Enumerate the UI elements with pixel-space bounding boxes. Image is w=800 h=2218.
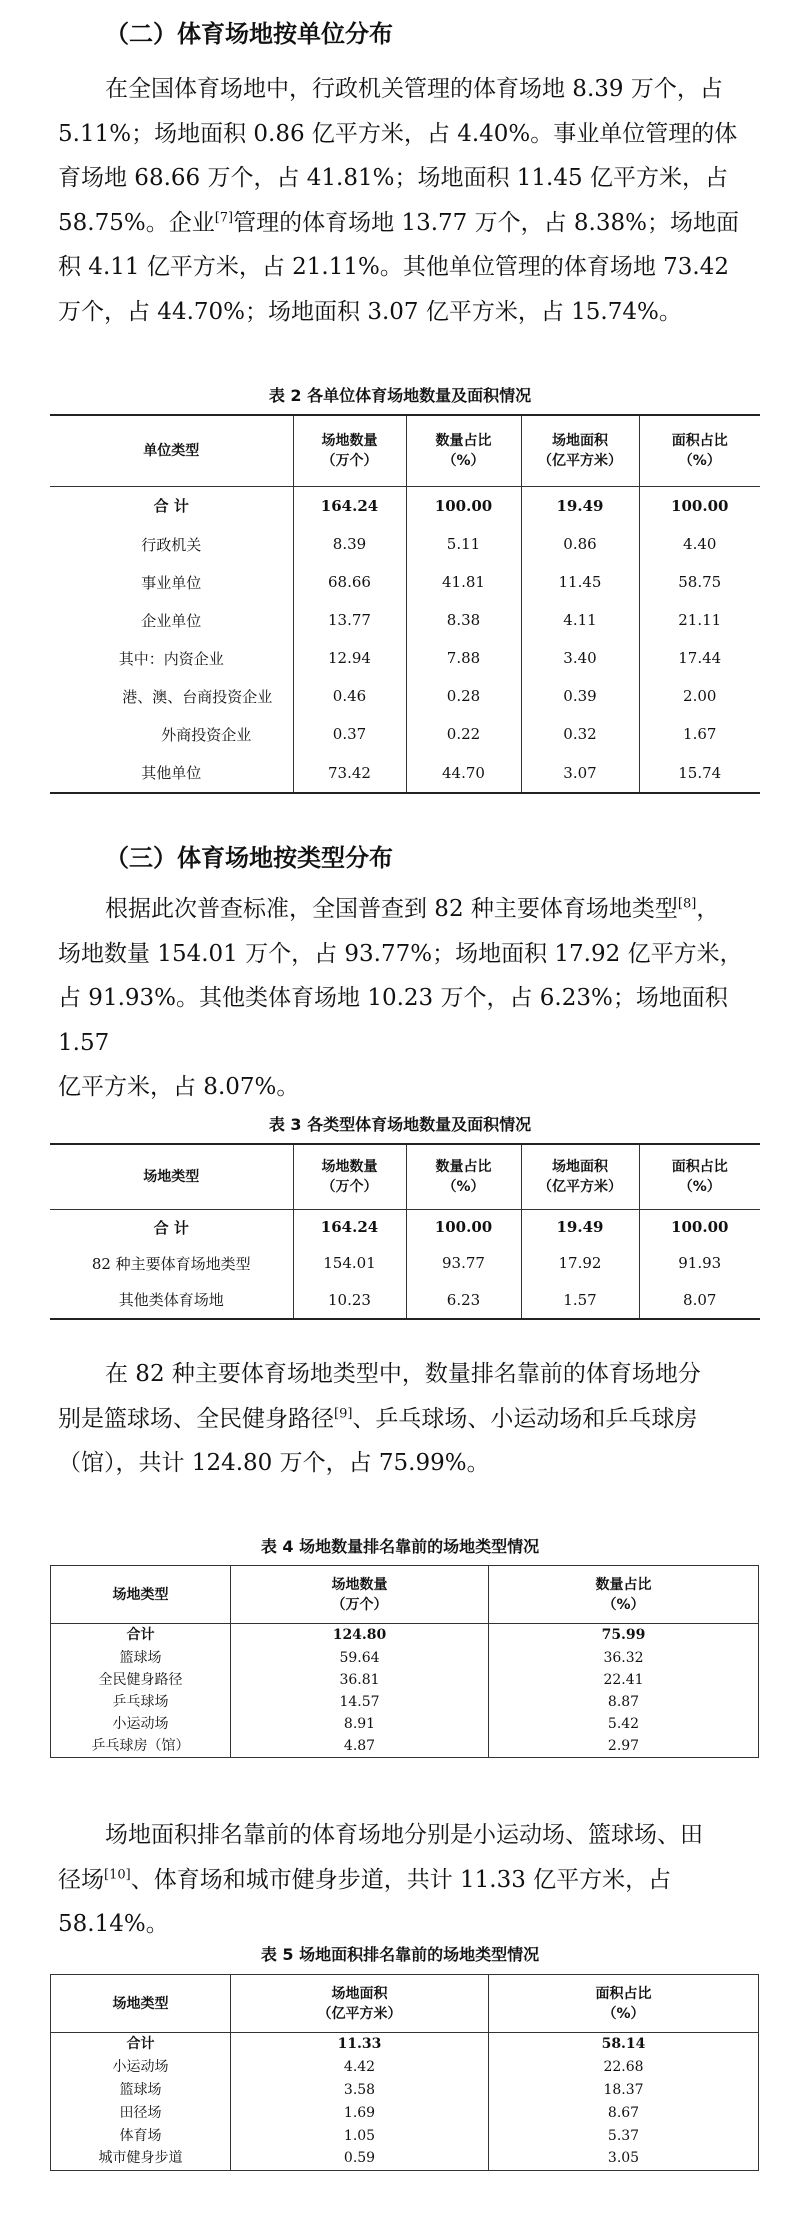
section-title-unit-distribution: （二）体育场地按单位分布 [105, 20, 393, 48]
table-header-row [50, 1144, 760, 1209]
col-header: 面积占比 （%） [639, 415, 760, 486]
table-header-row [51, 1975, 759, 2033]
section-title-type-distribution: （三）体育场地按类型分布 [105, 844, 393, 872]
table-row: 其他类体育场地 10.23 6.23 1.57 8.07 [50, 1281, 760, 1319]
table-row: 田径场 1.69 8.67 [51, 2102, 759, 2125]
table-row: 小运动场 4.42 22.68 [51, 2056, 759, 2079]
col-header: 面积占比 （%） [639, 1144, 760, 1209]
col-header: 场地类型 [112, 1995, 169, 2012]
table-row: 行政机关 8.39 5.11 0.86 4.40 [50, 525, 760, 563]
table-row: 合 计 164.24 100.00 19.49 100.00 [50, 1209, 760, 1245]
col-header: 单位类型 [143, 442, 200, 459]
table-row: 其他单位 73.42 44.70 3.07 15.74 [50, 753, 760, 793]
table-row: 全民健身路径 36.81 22.41 [51, 1670, 759, 1692]
table-row: 篮球场 3.58 18.37 [51, 2079, 759, 2102]
table-4 [50, 1565, 759, 1758]
table-row: 合计 11.33 58.14 [51, 2033, 759, 2056]
footnote-ref[interactable]: [10] [104, 1866, 131, 1882]
table-row: 乒乓球房（馆） 4.87 2.97 [51, 1736, 759, 1758]
table-row: 港、澳、台商投资企业 0.46 0.28 0.39 2.00 [50, 677, 760, 715]
table-row: 篮球场 59.64 36.32 [51, 1648, 759, 1670]
table-header-row [51, 1566, 759, 1624]
table-row: 体育场 1.05 5.37 [51, 2125, 759, 2148]
col-header: 面积占比 （%） [489, 1975, 759, 2033]
table-row: 82 种主要体育场地类型 154.01 93.77 17.92 91.93 [50, 1245, 760, 1281]
col-header: 场地面积 （亿平方米） [521, 415, 639, 486]
col-header: 场地数量 （万个） [293, 1144, 406, 1209]
paragraph-top-area: 场地面积排名靠前的体育场地分别是小运动场、篮球场、田 径场[10]、体育场和城市健身步道，共计 11.33 亿平方米，占 58.14%。 [58, 1822, 703, 1937]
paragraph-type-distribution: 根据此次普查标准，全国普查到 82 种主要体育场地类型[8]， 场地数量 154.01 万个，占 93.77%；场地面积 17.92 亿平方米， 占 91.93%。其他类体育场地 10.23 万个，占 6.23%；场地面积 1.57 亿平方米，占 8.07%。 [58, 896, 743, 1100]
table-3 [50, 1143, 760, 1320]
table-row: 其中：内资企业 12.94 7.88 3.40 17.44 [50, 639, 760, 677]
table-5-caption: 表 5 场地面积排名靠前的场地类型情况 [260, 1945, 540, 1964]
table-header-row [50, 415, 760, 486]
col-header: 场地数量 （万个） [231, 1566, 489, 1624]
table-row: 小运动场 8.91 5.42 [51, 1714, 759, 1736]
table-4-caption: 表 4 场地数量排名靠前的场地类型情况 [260, 1537, 540, 1556]
col-header: 场地类型 [143, 1168, 200, 1185]
paragraph-unit-distribution: 在全国体育场地中，行政机关管理的体育场地 8.39 万个，占 5.11%；场地面积 0.86 亿平方米，占 4.40%。事业单位管理的体 育场地 68.66 万个，占 41.81%；场地面积 11.45 亿平方米，占 58.75%。企业[7]管理的体育场地 13.77 万个，占 8.38%；场地面 积 4.11 亿平方米，占 21.11%。其他单位管理的体育场地 73.42 万个，占 44.70%；场地面积 3.07 亿平方米，占 15.74%。 [58, 76, 739, 325]
col-header: 数量占比 （%） [489, 1566, 759, 1624]
paragraph-top-count: 在 82 种主要体育场地类型中，数量排名靠前的体育场地分 别是篮球场、全民健身路径[9]、乒乓球场、小运动场和乒乓球房 （馆），共计 124.80 万个，占 75.99%。 [58, 1361, 701, 1476]
table-row: 外商投资企业 0.37 0.22 0.32 1.67 [50, 715, 760, 753]
footnote-ref[interactable]: [8] [677, 896, 697, 912]
table-3-caption: 表 3 各类型体育场地数量及面积情况 [268, 1115, 532, 1134]
col-header: 数量占比 （%） [406, 415, 521, 486]
table-5 [50, 1974, 759, 2171]
footnote-ref[interactable]: [7] [214, 209, 234, 225]
table-2-caption: 表 2 各单位体育场地数量及面积情况 [268, 386, 532, 405]
col-header: 场地数量 （万个） [293, 415, 406, 486]
table-row: 企业单位 13.77 8.38 4.11 21.11 [50, 601, 760, 639]
col-header: 场地面积 （亿平方米） [521, 1144, 639, 1209]
table-row: 合 计 164.24 100.00 19.49 100.00 [50, 486, 760, 525]
table-row: 城市健身步道 0.59 3.05 [51, 2148, 759, 2171]
table-row: 合计 124.80 75.99 [51, 1624, 759, 1648]
col-header: 数量占比 （%） [406, 1144, 521, 1209]
table-2 [50, 414, 760, 794]
table-row: 乒乓球场 14.57 8.87 [51, 1692, 759, 1714]
col-header: 场地面积 （亿平方米） [231, 1975, 489, 2033]
table-row: 事业单位 68.66 41.81 11.45 58.75 [50, 563, 760, 601]
footnote-ref[interactable]: [9] [334, 1405, 353, 1421]
col-header: 场地类型 [112, 1586, 169, 1603]
